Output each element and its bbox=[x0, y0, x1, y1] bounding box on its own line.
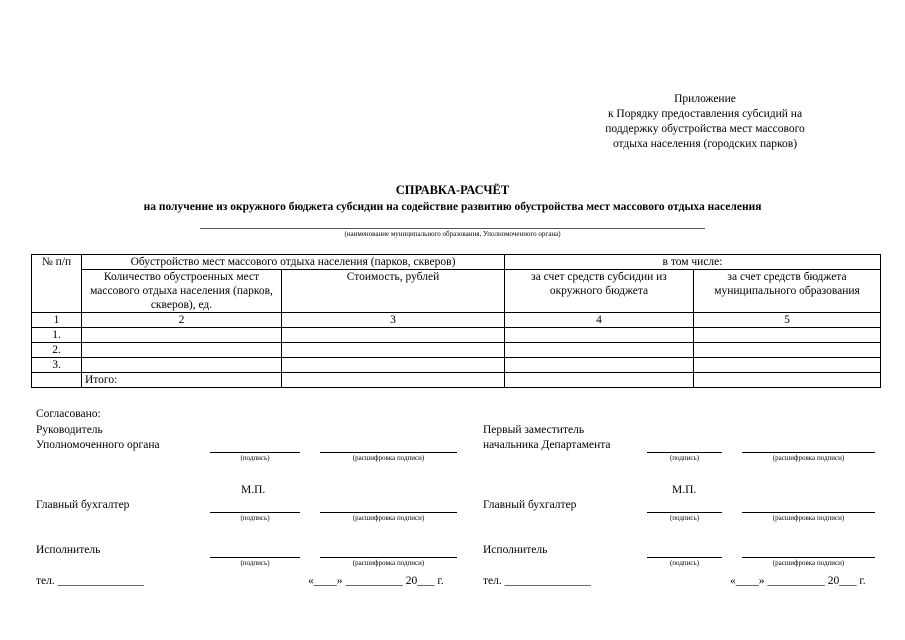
decoding-caption: (расшифровка подписи) bbox=[352, 514, 425, 522]
total-number-cell bbox=[32, 373, 82, 388]
municipality-line[interactable] bbox=[200, 228, 705, 229]
decoding-line[interactable] bbox=[320, 557, 457, 558]
cell-cost[interactable] bbox=[282, 358, 505, 373]
total-subsidy[interactable] bbox=[505, 373, 694, 388]
table-row bbox=[32, 343, 881, 358]
decoding-caption: (расшифровка подписи) bbox=[772, 559, 845, 567]
decoding-line[interactable] bbox=[742, 452, 875, 453]
header-cell-muni: за счет средств бюджета муниципального образования bbox=[694, 270, 881, 313]
signature-caption: (подпись) bbox=[669, 559, 700, 567]
signature-caption: (подпись) bbox=[240, 454, 270, 462]
deputy-title-line2: начальника Департамента bbox=[483, 439, 611, 451]
row-number: 3. bbox=[32, 358, 82, 373]
agreed-label: Согласовано: bbox=[36, 408, 101, 420]
stamp-label: М.П. bbox=[672, 484, 697, 496]
calculation-table bbox=[31, 254, 881, 388]
stamp-label: М.П. bbox=[241, 484, 266, 496]
appendix-line: к Порядку предоставления субсидий на bbox=[607, 108, 803, 120]
signature-caption: (подпись) bbox=[669, 514, 700, 522]
executor-label: Исполнитель bbox=[483, 544, 548, 556]
decoding-line[interactable] bbox=[742, 557, 875, 558]
decoding-caption: (расшифровка подписи) bbox=[772, 454, 845, 462]
cell-cost[interactable] bbox=[282, 343, 505, 358]
cell-count[interactable] bbox=[82, 358, 282, 373]
cell-muni[interactable] bbox=[694, 358, 881, 373]
cell-subsidy[interactable] bbox=[505, 358, 694, 373]
cell-subsidy[interactable] bbox=[505, 343, 694, 358]
decoding-line[interactable] bbox=[742, 512, 875, 513]
cell-count[interactable] bbox=[82, 343, 282, 358]
total-row bbox=[32, 373, 881, 388]
total-muni[interactable] bbox=[694, 373, 881, 388]
decoding-caption: (расшифровка подписи) bbox=[352, 559, 425, 567]
signature-line[interactable] bbox=[210, 557, 300, 558]
row-number: 1. bbox=[32, 328, 82, 343]
signature-caption: (подпись) bbox=[240, 559, 270, 567]
deputy-title-line1: Первый заместитель bbox=[483, 424, 585, 436]
signature-caption: (подпись) bbox=[669, 454, 700, 462]
decoding-caption: (расшифровка подписи) bbox=[772, 514, 845, 522]
date-field[interactable]: «____» __________ 20___ г. bbox=[730, 575, 866, 587]
header-cell-cost: Стоимость, рублей bbox=[282, 270, 505, 313]
phone-field[interactable]: тел. _______________ bbox=[36, 575, 144, 587]
column-number: 1 bbox=[32, 313, 82, 328]
header-cell-count: Количество обустроенных мест массового отдыха населения (парков, скверов), ед. bbox=[82, 270, 282, 313]
header-cell-subsidy: за счет средств субсидии из окружного бюджета bbox=[505, 270, 694, 313]
appendix-note bbox=[560, 92, 850, 152]
municipality-caption: (наименование муниципального образования, Уполномоченного органа) bbox=[344, 230, 561, 238]
head-title-line2: Уполномоченного органа bbox=[36, 439, 160, 451]
document-title: СПРАВКА-РАСЧЁТ bbox=[395, 183, 510, 197]
cell-count[interactable] bbox=[82, 328, 282, 343]
total-label: Итого: bbox=[82, 373, 282, 388]
column-number: 5 bbox=[694, 313, 881, 328]
cell-muni[interactable] bbox=[694, 328, 881, 343]
decoding-line[interactable] bbox=[320, 512, 457, 513]
signature-line[interactable] bbox=[210, 452, 300, 453]
cell-cost[interactable] bbox=[282, 328, 505, 343]
signature-line[interactable] bbox=[647, 557, 722, 558]
document-subtitle: на получение из окружного бюджета субсидии на содействие развитию обустройства мест массового отдыха населения bbox=[143, 201, 762, 213]
signature-line[interactable] bbox=[210, 512, 300, 513]
phone-field[interactable]: тел. _______________ bbox=[483, 575, 591, 587]
table-row bbox=[32, 328, 881, 343]
signature-line[interactable] bbox=[647, 512, 722, 513]
signature-line[interactable] bbox=[647, 452, 722, 453]
signature-caption: (подпись) bbox=[240, 514, 270, 522]
total-cost[interactable] bbox=[282, 373, 505, 388]
column-number: 3 bbox=[282, 313, 505, 328]
header-cell-group2: в том числе: bbox=[505, 255, 881, 270]
decoding-line[interactable] bbox=[320, 452, 457, 453]
cell-muni[interactable] bbox=[694, 343, 881, 358]
table-row bbox=[32, 358, 881, 373]
appendix-line: отдыха населения (городских парков) bbox=[612, 138, 798, 150]
row-number: 2. bbox=[32, 343, 82, 358]
decoding-caption: (расшифровка подписи) bbox=[352, 454, 425, 462]
column-number: 2 bbox=[82, 313, 282, 328]
accountant-label: Главный бухгалтер bbox=[483, 499, 577, 511]
header-cell-group1: Обустройство мест массового отдыха населения (парков, скверов) bbox=[82, 255, 505, 270]
executor-label: Исполнитель bbox=[36, 544, 101, 556]
appendix-line: Приложение bbox=[674, 93, 736, 105]
header-cell-number: № п/п bbox=[32, 255, 82, 313]
accountant-label: Главный бухгалтер bbox=[36, 499, 130, 511]
date-field[interactable]: «____» __________ 20___ г. bbox=[308, 575, 444, 587]
cell-subsidy[interactable] bbox=[505, 328, 694, 343]
head-title-line1: Руководитель bbox=[36, 424, 103, 436]
column-number: 4 bbox=[505, 313, 694, 328]
appendix-line: поддержку обустройства мест массового bbox=[605, 123, 805, 135]
